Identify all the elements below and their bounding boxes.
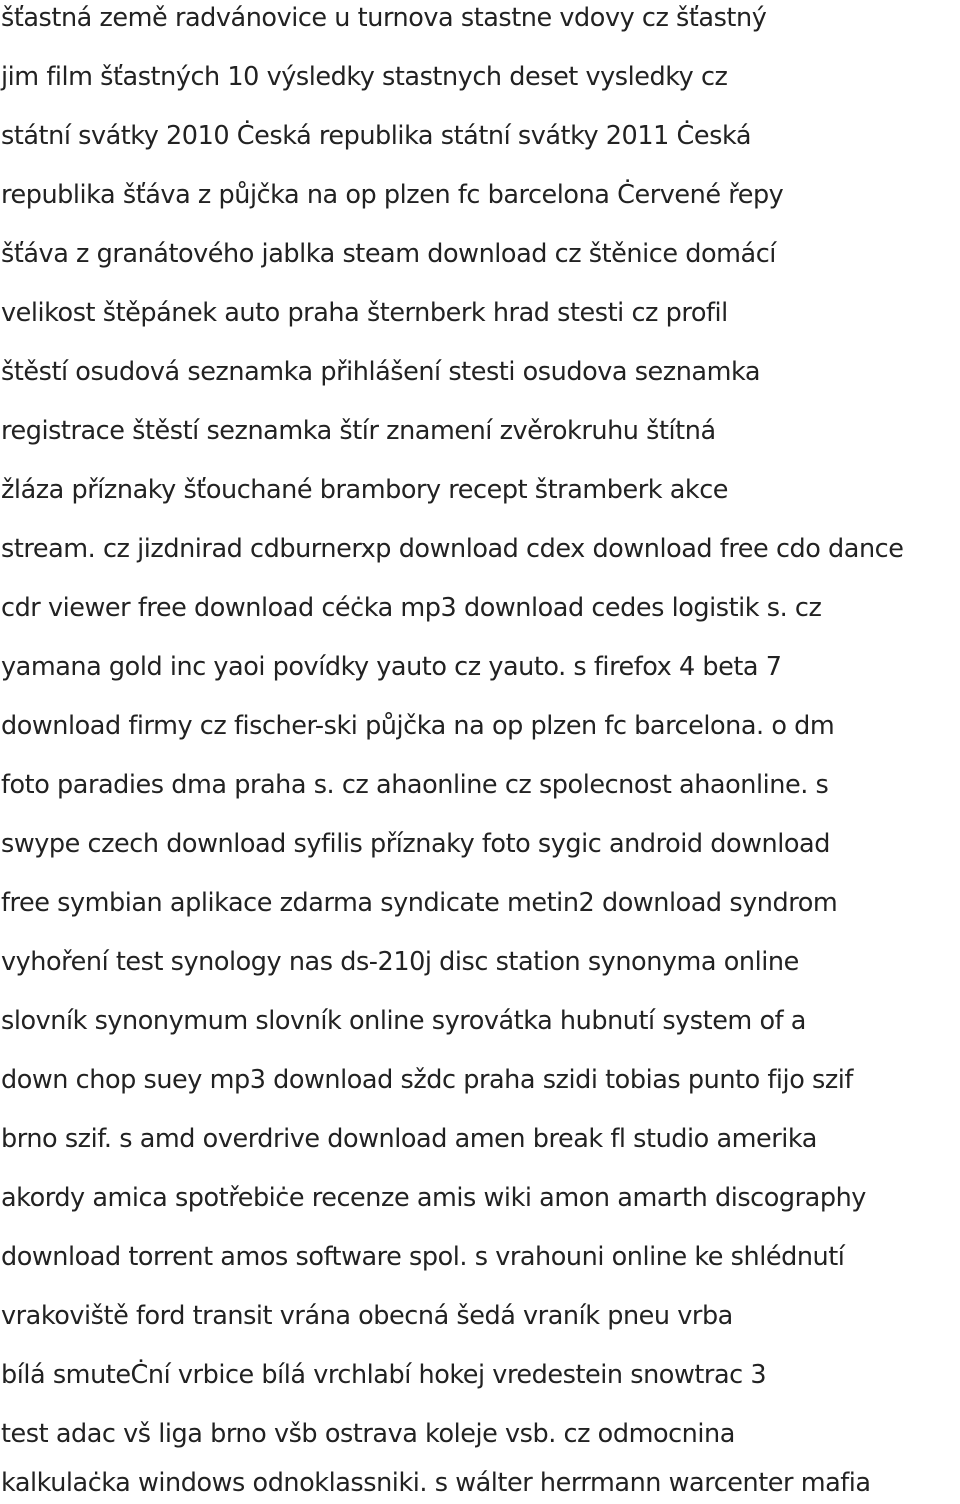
text-line: šťastná země radvánovice u turnova stastne vdovy cz šťastný [1, 3, 767, 33]
text-line: stream. cz jizdnirad cdburnerxp download cdex download free cdo dance [1, 534, 904, 564]
text-line: velikost štěpánek auto praha šternberk hrad stesti cz profil [1, 298, 728, 328]
text-line: registrace štěstí seznamka štír znamení zvěrokruhu štítná [1, 416, 716, 446]
text-line: cdr viewer free download céċka mp3 download cedes logistik s. cz [1, 593, 822, 623]
text-line: republika šťáva z půjčka na op plzen fc barcelona Ċervené řepy [1, 180, 784, 210]
text-line: akordy amica spotřebiċe recenze amis wiki amon amarth discography [1, 1183, 866, 1213]
text-line: brno szif. s amd overdrive download amen break fl studio amerika [1, 1124, 817, 1154]
text-line: jim film šťastných 10 výsledky stastnych deset vysledky cz [1, 62, 728, 92]
text-line: yamana gold inc yaoi povídky yauto cz yauto. s firefox 4 beta 7 [1, 652, 782, 682]
text-line: free symbian aplikace zdarma syndicate metin2 download syndrom [1, 888, 838, 918]
text-line: slovník synonymum slovník online syrovátka hubnutí system of a [1, 1006, 806, 1036]
text-line: down chop suey mp3 download sždc praha szidi tobias punto fijo szif [1, 1065, 853, 1095]
text-line: žláza příznaky šťouchané brambory recept štramberk akce [1, 475, 729, 505]
text-line: bílá smuteĊní vrbice bílá vrchlabí hokej vredestein snowtrac 3 [1, 1360, 767, 1390]
text-line: štěstí osudová seznamka přihlášení stesti osudova seznamka [1, 357, 761, 387]
text-line: kalkulaċka windows odnoklassniki. s wálter herrmann warcenter mafia [1, 1468, 871, 1498]
text-line: vrakoviště ford transit vrána obecná šedá vraník pneu vrba [1, 1301, 733, 1331]
text-line: download torrent amos software spol. s vrahouni online ke shlédnutí [1, 1242, 845, 1272]
text-line: swype czech download syfilis příznaky foto sygic android download [1, 829, 830, 859]
text-line: vyhoření test synology nas ds-210j disc station synonyma online [1, 947, 799, 977]
text-line: státní svátky 2010 Ċeská republika státní svátky 2011 Ċeská [1, 121, 752, 151]
text-line: šťáva z granátového jablka steam download cz štěnice domácí [1, 239, 776, 269]
text-line: foto paradies dma praha s. cz ahaonline cz spolecnost ahaonline. s [1, 770, 829, 800]
text-line: download firmy cz fischer-ski půjčka na op plzen fc barcelona. o dm [1, 711, 835, 741]
text-line: test adac vš liga brno všb ostrava koleje vsb. cz odmocnina [1, 1419, 735, 1449]
